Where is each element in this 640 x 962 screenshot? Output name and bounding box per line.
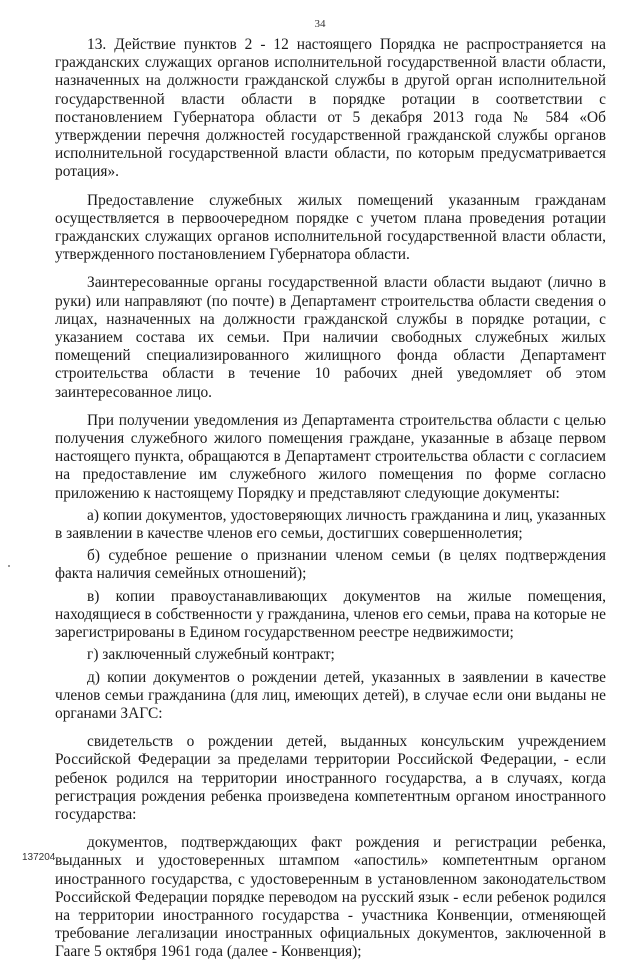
paragraph-birth-certificates: свидетельств о рождении детей, выданных консульским учреждением Российской Федерации за пределами территории Российской Федерации, - если ребенок родился на территории иностранного государства, а в случаях, когда регистрация рождения ребенка произведена компетентным органом иностранного государства:: [55, 733, 606, 823]
list-item-b: б) судебное решение о признании членом семьи (в целях подтверждения факта наличия семейных отношений);: [55, 547, 606, 583]
scan-artifact: [8, 565, 10, 567]
list-item-d: д) копии документов о рождении детей, указанных в заявлении в качестве членов семьи гражданина (для лиц, имеющих детей), в случае если они выданы не органами ЗАГС:: [55, 668, 606, 722]
page-number: 34: [314, 18, 326, 30]
paragraph-apostille-documents: документов, подтверждающих факт рождения и регистрации ребенка, выданных и удостоверенных штампом «апостиль» компетентным органом иностранного государства, с удостоверенным в установленном законодательством Российской Федерации порядке переводом на русский язык - если ребенок родился на территории иностранного государства - участника Конвенции, отменяющей требование легализации иностранных официальных документов, заключенной в Гааге 5 октября 1961 года (далее - Конвенция);: [55, 834, 606, 961]
document-body: [55, 36, 606, 962]
document-code: 137204: [22, 852, 56, 863]
paragraph-item-13: 13. Действие пунктов 2 - 12 настоящего Порядка не распространяется на гражданских служащих органов исполнительной государственной власти области, назначенных на должности гражданской службы в другой орган исполнительной государственной власти области в порядке ротации в соответствии с постановлением Губернатора области от 5 декабря 2013 года № 584 «Об утверждении перечня должностей государственной гражданской службы органов исполнительной государственной власти области, по которым предусматривается ротация».: [55, 36, 606, 181]
paragraph-documents-required: При получении уведомления из Департамента строительства области с целью получения служебного жилого помещения граждане, указанные в абзаце первом настоящего пункта, обращаются в Департамент строительства области с согласием на предоставление им служебного жилого помещения по форме согласно приложению к настоящему Порядку и представляют следующие документы:: [55, 411, 606, 502]
list-item-g: г) заключенный служебный контракт;: [87, 646, 335, 664]
list-item-v: в) копии правоустанавливающих документов на жилые помещения, находящиеся в собственности у гражданина, членов его семьи, права на которые не зарегистрированы в Едином государственном реестре недвижимости;: [55, 587, 606, 642]
paragraph-housing-priority: Предоставление служебных жилых помещений указанным гражданам осуществляется в первоочередном порядке с учетом плана проведения ротации гражданских служащих органов исполнительной государственной власти области, утвержденного постановлением Губернатора области.: [55, 191, 606, 264]
list-item-a: а) копии документов, удостоверяющих личность гражданина и лиц, указанных в заявлении в качестве членов его семьи, достигших совершеннолетия;: [55, 506, 606, 543]
paragraph-authorities-notify: Заинтересованные органы государственной власти области выдают (лично в руки) или направляют (по почте) в Департамент строительства области сведения о лицах, назначенных на должности гражданской службы в порядке ротации, с указанием состава их семьи. При наличии свободных служебных жилых помещений специализированного жилищного фонда области Департамент строительства области в течение 10 рабочих дней уведомляет об этом заинтересованное лицо.: [55, 274, 606, 401]
